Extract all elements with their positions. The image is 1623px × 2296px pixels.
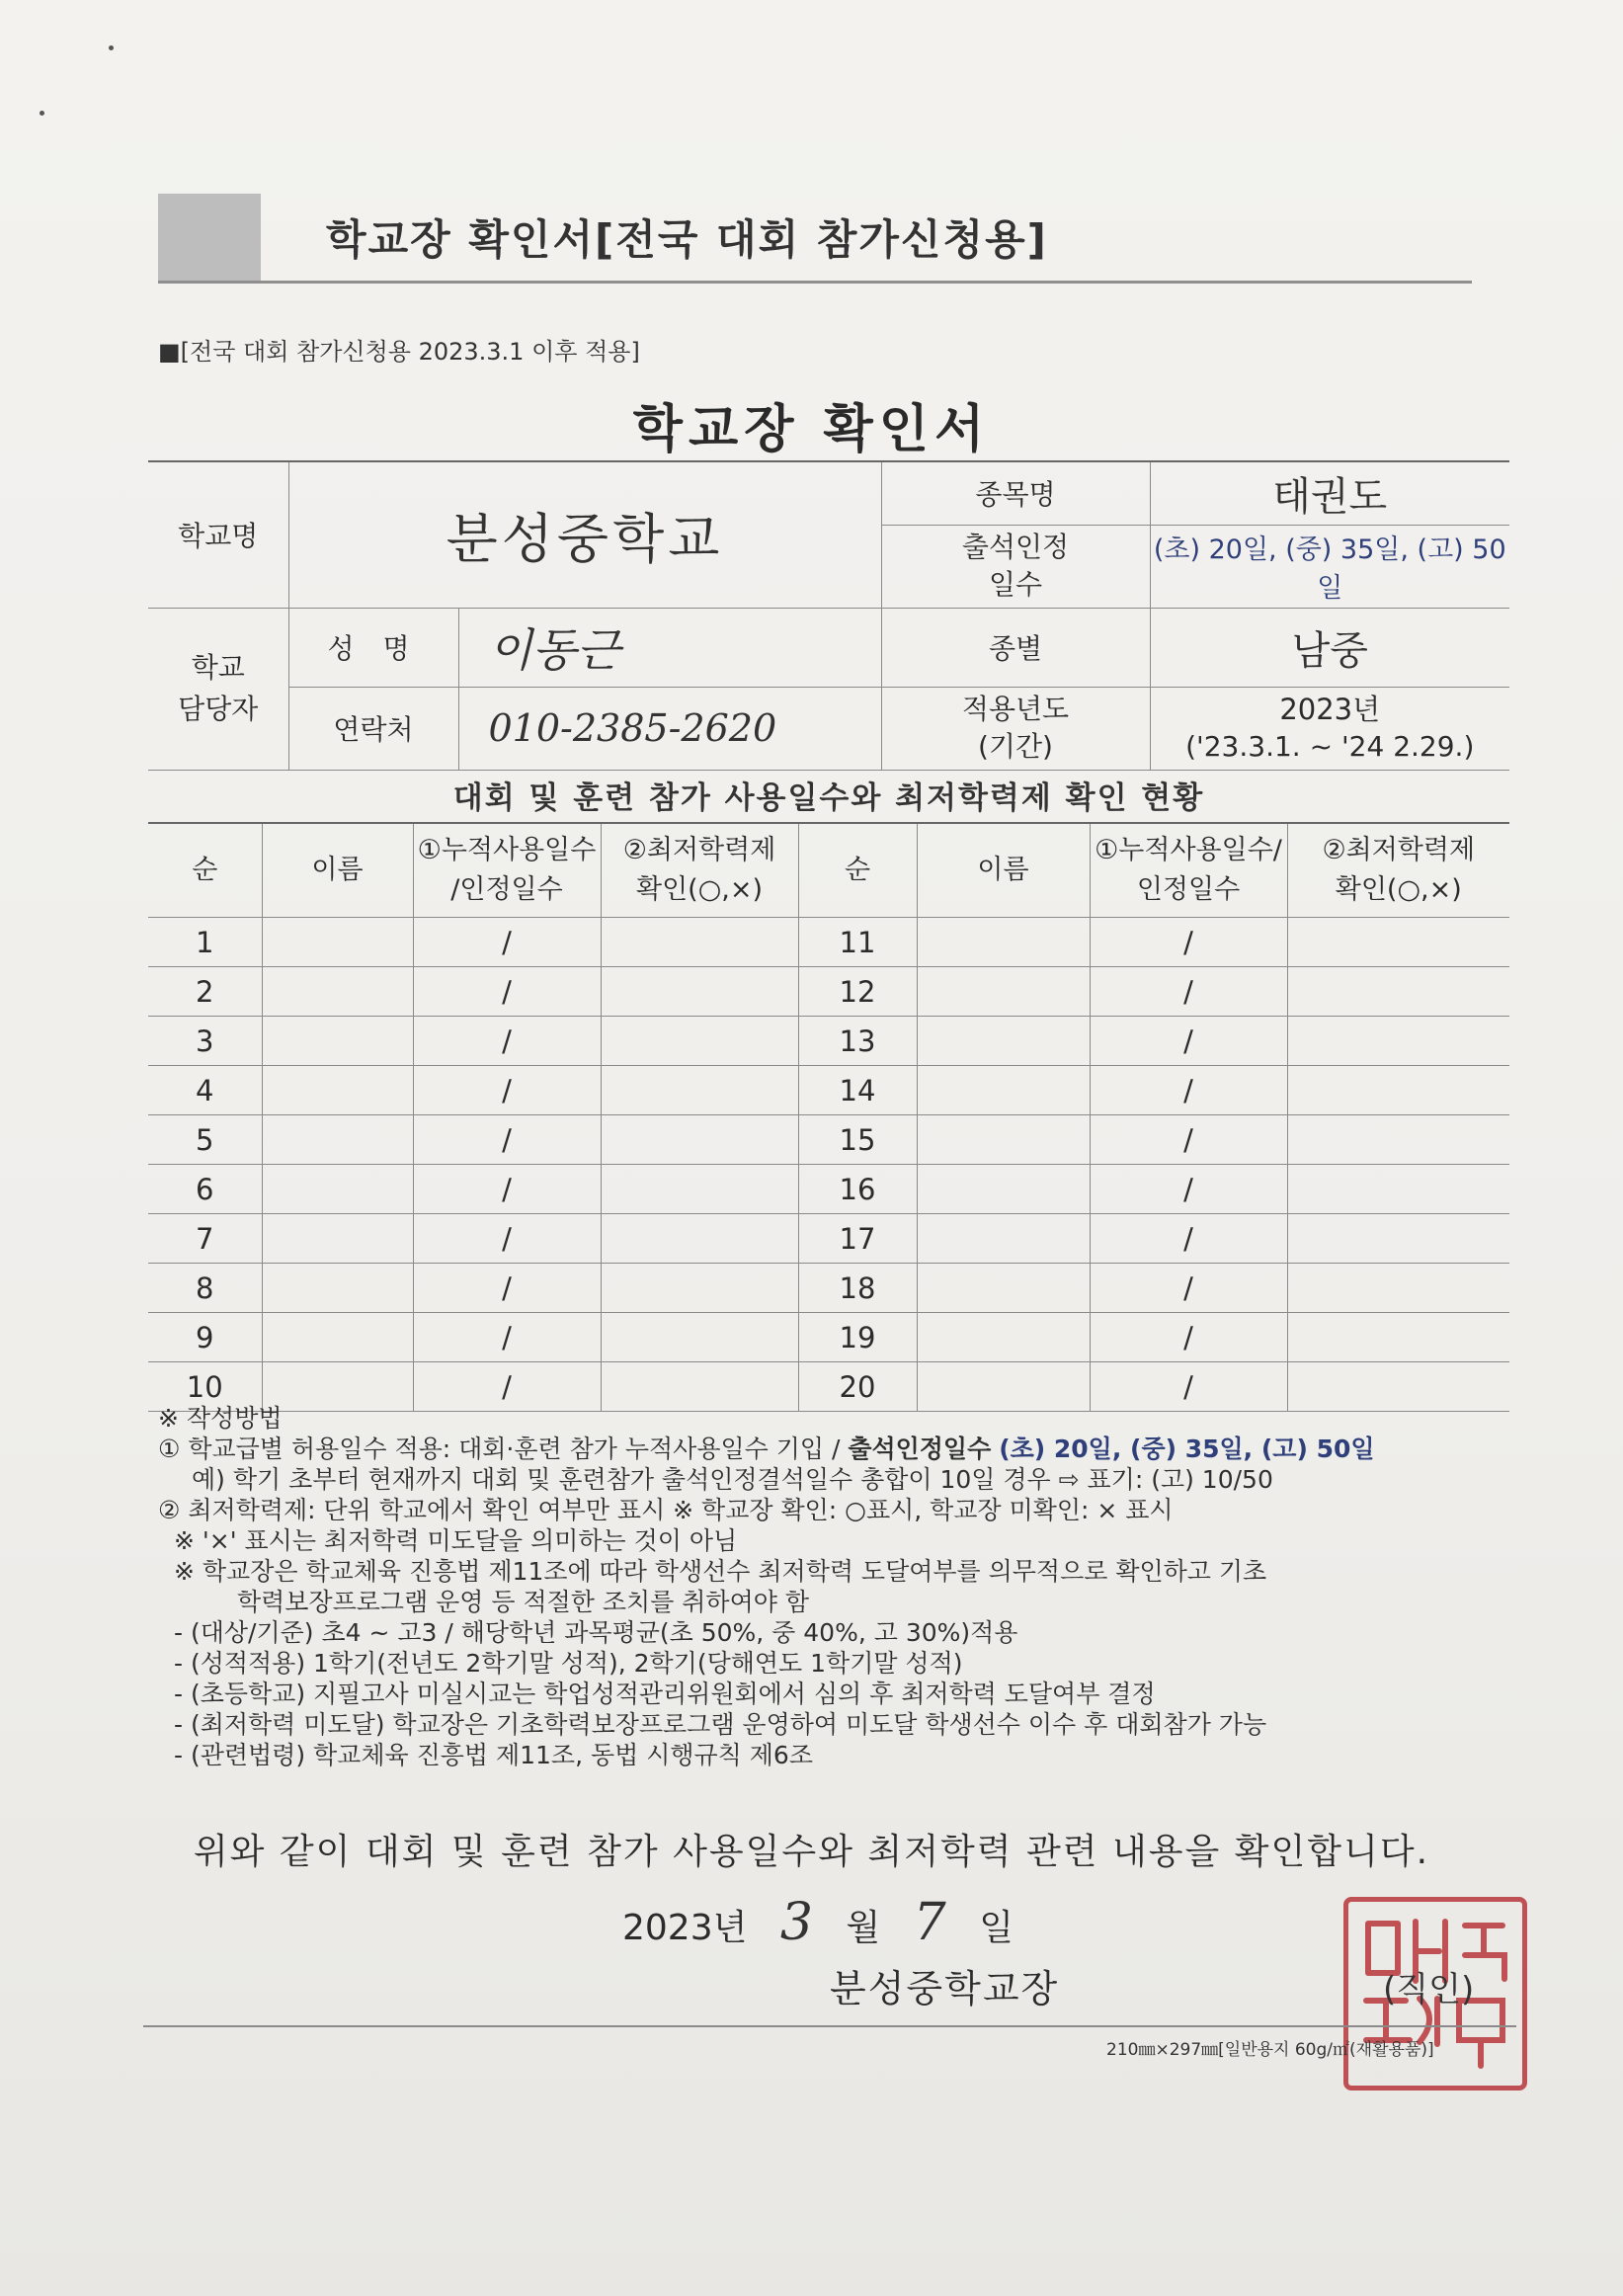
days-cell: / <box>1090 918 1287 967</box>
table-row <box>148 967 1509 1017</box>
attendance-value: (초) 20일, (중) 35일, (고) 50일 <box>1150 525 1509 608</box>
instructions <box>158 1403 1511 1770</box>
days-cell: / <box>413 1165 601 1214</box>
instruction-emphasis: 출석인정일수 <box>848 1435 992 1463</box>
check-cell <box>1287 1214 1509 1264</box>
table-row <box>148 1066 1509 1115</box>
instruction-line: 학력보장프로그램 운영 등 적절한 조치를 취하여야 함 <box>237 1588 809 1616</box>
manager-label: 학교 담당자 <box>148 608 288 770</box>
sport-name: 태권도 <box>1272 473 1388 520</box>
gender-label: 종별 <box>881 608 1150 687</box>
instruction-days: (초) 20일, (중) 35일, (고) 50일 <box>999 1435 1375 1463</box>
instruction-line: - (대상/기준) 초4 ~ 고3 / 해당학년 과목평균(초 50%, 중 40%, 고 30%)적용 <box>174 1618 1018 1647</box>
school-name: 분성중학교 <box>446 507 724 570</box>
name-cell <box>917 918 1090 967</box>
check-cell <box>601 1264 798 1313</box>
banner-block <box>158 194 261 281</box>
row-number: 3 <box>148 1017 262 1066</box>
applicability-note: ■[전국 대회 참가신청용 2023.3.1 이후 적용] <box>158 338 640 366</box>
header-check: ②최저학력제 확인(○,×) <box>601 823 798 918</box>
instruction-line: - (관련법령) 학교체육 진흥법 제11조, 동법 시행규칙 제6조 <box>174 1741 813 1769</box>
days-cell: / <box>413 1313 601 1362</box>
table-row <box>148 1264 1509 1313</box>
bottom-divider <box>143 2025 1516 2027</box>
speck <box>40 111 44 116</box>
row-number: 1 <box>148 918 262 967</box>
days-cell: / <box>1090 1066 1287 1115</box>
header-name: 이름 <box>262 823 413 918</box>
days-cell: / <box>413 1115 601 1165</box>
name-cell <box>917 1066 1090 1115</box>
days-cell: / <box>413 1362 601 1412</box>
days-cell: / <box>413 967 601 1017</box>
period-range: ('23.3.1. ~ '24 2.29.) <box>1185 730 1475 763</box>
days-cell: / <box>413 1214 601 1264</box>
contact-value <box>458 687 881 770</box>
gender-value <box>1150 608 1509 687</box>
days-cell: / <box>1090 1165 1287 1214</box>
name-cell <box>917 1313 1090 1362</box>
instruction-line: - (초등학교) 지필고사 미실시교는 학업성적관리위원회에서 심의 후 최저학력 도달여부 결정 <box>174 1680 1156 1708</box>
name-cell <box>262 1214 413 1264</box>
date-day-unit: 일 <box>979 1908 1014 1948</box>
days-cell: / <box>1090 1115 1287 1165</box>
name-cell <box>262 1017 413 1066</box>
days-cell: / <box>413 918 601 967</box>
row-number: 16 <box>798 1165 917 1214</box>
header-no: 순 <box>148 823 262 918</box>
row-number: 17 <box>798 1214 917 1264</box>
row-number: 13 <box>798 1017 917 1066</box>
row-number: 4 <box>148 1066 262 1115</box>
principal-name: 분성중학교장 <box>830 1967 1060 2010</box>
period-label: 적용년도 (기간) <box>881 687 1150 770</box>
seal-label: (직인) <box>1383 1970 1475 2009</box>
contact-label: 연락처 <box>288 687 458 770</box>
name-cell <box>917 1017 1090 1066</box>
speck <box>109 45 114 50</box>
row-number: 2 <box>148 967 262 1017</box>
row-number: 15 <box>798 1115 917 1165</box>
header-days: ①누적사용일수 /인정일수 <box>413 823 601 918</box>
days-cell: / <box>413 1017 601 1066</box>
instruction-line: 예) 학기 초부터 현재까지 대회 및 훈련참가 출석인정결석일수 총합이 10일 경우 ⇨ 표기: (고) 10/50 <box>192 1465 1273 1494</box>
date-day: 7 <box>913 1893 946 1952</box>
school-label: 학교명 <box>148 461 288 608</box>
school-value <box>288 461 881 608</box>
check-cell <box>1287 1165 1509 1214</box>
date-month: 3 <box>779 1893 813 1952</box>
days-cell: / <box>1090 1362 1287 1412</box>
check-cell <box>1287 1115 1509 1165</box>
check-cell <box>601 1165 798 1214</box>
name-cell <box>262 1066 413 1115</box>
name-cell <box>262 967 413 1017</box>
name-cell <box>917 967 1090 1017</box>
days-cell: / <box>1090 1264 1287 1313</box>
row-number: 7 <box>148 1214 262 1264</box>
row-number: 5 <box>148 1115 262 1165</box>
days-cell: / <box>1090 967 1287 1017</box>
check-cell <box>1287 918 1509 967</box>
name-label: 성 명 <box>288 608 458 687</box>
date-month-unit: 월 <box>846 1908 881 1948</box>
instruction-line: ② 최저학력제: 단위 학교에서 확인 여부만 표시 ※ 학교장 확인: ○표시, 학교장 미확인: × 표시 <box>158 1496 1174 1524</box>
handwritten-phone: 010-2385-2620 <box>488 706 777 750</box>
handwritten-name: 이동근 <box>488 623 620 677</box>
header-days: ①누적사용일수/ 인정일수 <box>1090 823 1287 918</box>
instruction-line: - (최저학력 미도달) 학교장은 기초학력보장프로그램 운영하여 미도달 학생선수 이수 후 대회참가 가능 <box>174 1710 1267 1739</box>
days-cell: / <box>413 1264 601 1313</box>
attendance-label: 출석인정 일수 <box>881 525 1150 608</box>
days-cell: / <box>413 1066 601 1115</box>
check-cell <box>601 1017 798 1066</box>
period-value <box>1150 687 1509 770</box>
name-cell <box>262 1115 413 1165</box>
table-row <box>148 1313 1509 1362</box>
period-year: 2023년 <box>1279 693 1381 726</box>
date-line <box>622 1893 1014 1952</box>
table-row <box>148 1214 1509 1264</box>
days-cell: / <box>1090 1017 1287 1066</box>
instruction-text: ① 학교급별 허용일수 적용: 대회·훈련 참가 누적사용일수 기입 / <box>158 1435 849 1463</box>
check-cell <box>1287 1017 1509 1066</box>
check-cell <box>601 1066 798 1115</box>
instruction-line <box>158 1434 1511 1464</box>
check-cell <box>601 1313 798 1362</box>
table-row <box>148 1165 1509 1214</box>
name-cell <box>917 1264 1090 1313</box>
header-check: ②최저학력제 확인(○,×) <box>1287 823 1509 918</box>
instruction-line: - (성적적용) 1학기(전년도 2학기말 성적), 2학기(당해연도 1학기말 성적) <box>174 1649 963 1678</box>
status-title: 대회 및 훈련 참가 사용일수와 최저학력제 확인 현황 <box>452 780 1205 816</box>
confirmation-statement: 위와 같이 대회 및 훈련 참가 사용일수와 최저학력 관련 내용을 확인합니다. <box>193 1832 1430 1872</box>
row-number: 14 <box>798 1066 917 1115</box>
check-cell <box>601 918 798 967</box>
instructions-heading: ※ 작성방법 <box>158 1404 283 1433</box>
table-row <box>148 918 1509 967</box>
header-no: 순 <box>798 823 917 918</box>
check-cell <box>601 1115 798 1165</box>
info-table <box>148 460 1509 771</box>
row-number: 19 <box>798 1313 917 1362</box>
paper-spec: 210㎜×297㎜[일반용지 60g/㎡(재활용품)] <box>1106 2040 1434 2060</box>
header-banner <box>158 194 1472 284</box>
instruction-line: ※ '×' 표시는 최저학력 미도달을 의미하는 것이 아님 <box>174 1526 738 1555</box>
row-number: 9 <box>148 1313 262 1362</box>
row-number: 20 <box>798 1362 917 1412</box>
check-cell <box>1287 1264 1509 1313</box>
check-cell <box>1287 1313 1509 1362</box>
name-cell <box>262 1313 413 1362</box>
row-number: 18 <box>798 1264 917 1313</box>
name-cell <box>917 1165 1090 1214</box>
instruction-line: ※ 학교장은 학교체육 진흥법 제11조에 따라 학생선수 최저학력 도달여부를 의무적으로 확인하고 기초 <box>174 1557 1267 1586</box>
name-cell <box>917 1115 1090 1165</box>
check-cell <box>1287 967 1509 1017</box>
name-value <box>458 608 881 687</box>
check-cell <box>601 967 798 1017</box>
name-cell <box>262 1264 413 1313</box>
sport-label: 종목명 <box>881 461 1150 525</box>
check-cell <box>601 1214 798 1264</box>
row-number: 10 <box>148 1362 262 1412</box>
banner-title: 학교장 확인서[전국 대회 참가신청용] <box>326 215 1048 264</box>
header-name: 이름 <box>917 823 1090 918</box>
table-row <box>148 1115 1509 1165</box>
row-number: 6 <box>148 1165 262 1214</box>
date-year: 2023년 <box>622 1908 748 1948</box>
status-table <box>148 822 1509 1412</box>
check-cell <box>1287 1066 1509 1115</box>
row-number: 8 <box>148 1264 262 1313</box>
row-number: 11 <box>798 918 917 967</box>
row-number: 12 <box>798 967 917 1017</box>
page-title: 학교장 확인서 <box>632 400 991 459</box>
name-cell <box>917 1214 1090 1264</box>
gender-text: 남중 <box>1291 627 1368 674</box>
days-cell: / <box>1090 1313 1287 1362</box>
name-cell <box>262 918 413 967</box>
table-row <box>148 1017 1509 1066</box>
days-cell: / <box>1090 1214 1287 1264</box>
sport-value <box>1150 461 1509 525</box>
name-cell <box>262 1165 413 1214</box>
